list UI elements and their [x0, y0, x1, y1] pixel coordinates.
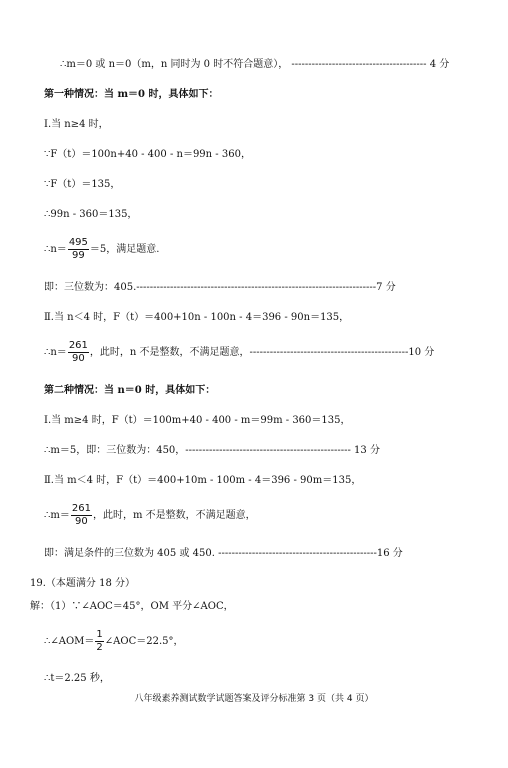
fraction-suffix: ，此时，m 不是整数，不满足题意，: [92, 510, 256, 521]
fraction-suffix: ，此时，n 不是整数，不满足题意，-----------------------------------------------10 分: [89, 347, 435, 358]
fraction-numerator: 261: [71, 503, 91, 514]
page-footer: 八年级素养测试数学试题答案及评分标准第 3 页（共 4 页）: [134, 694, 374, 704]
case-two-sub-i: Ⅰ.当 m≥4 时，F（t）＝100m+40 - 400 - m＝99m - 360＝135，: [44, 415, 351, 426]
fraction-prefix: ∴n＝: [44, 347, 67, 358]
fraction-denominator: 2: [96, 642, 103, 653]
fraction-numerator: 261: [68, 340, 88, 351]
fraction-denominator: 90: [71, 353, 85, 364]
case-two-sub-ii: Ⅱ.当 m＜4 时，F（t）＝400+10m - 100m - 4＝396 - 90m＝135，: [44, 475, 362, 486]
fraction: [95, 629, 103, 654]
equation-line: ∵F（t）＝100n+40 - 400 - n＝99n - 360，: [44, 149, 251, 160]
fraction-suffix: ∠AOC＝22.5°，: [104, 636, 184, 647]
fraction-prefix: ∴m＝: [44, 510, 70, 521]
result-line: ∴m＝5，即：三位数为：450，------------------------------------------------- 13 分: [44, 445, 380, 456]
fraction-numerator: 495: [68, 237, 88, 248]
fraction-denominator: 99: [71, 250, 85, 261]
conclusion-line: ∴m＝0 或 n＝0（m，n 同时为 0 时不符合题意）， ---------------------------------------- 4 分: [60, 59, 450, 70]
fraction-prefix: ∴∠AOM＝: [44, 636, 95, 647]
fraction-line: [44, 503, 256, 528]
case-two-heading: 第二种情况：当 n＝0 时，具体如下：: [44, 385, 216, 396]
question-heading: 19.（本题满分 18 分）: [30, 578, 135, 589]
case-one-heading: 第一种情况：当 m＝0 时，具体如下：: [44, 89, 219, 100]
solution-line: ∴t＝2.25 秒，: [44, 673, 110, 684]
fraction-prefix: ∴n＝: [44, 244, 67, 255]
result-line: 即：满足条件的三位数为 405 或 450. -----------------------------------------------16 分: [44, 548, 403, 559]
case-one-sub-ii: Ⅱ.当 n＜4 时，F（t）＝400+10n - 100n - 4＝396 - 90n＝135，: [44, 312, 350, 323]
equation-line: ∴99n - 360＝135，: [44, 209, 138, 220]
fraction: [68, 340, 89, 365]
solution-line: 解：（1）∵∠AOC＝45°，OM 平分∠AOC，: [30, 601, 234, 612]
fraction: [68, 237, 89, 262]
result-line: 即：三位数为：405.-----------------------------------------------------------------------7 分: [44, 282, 396, 293]
case-one-sub-i: Ⅰ.当 n≥4 时，: [44, 119, 109, 130]
fraction-line: [44, 340, 434, 365]
fraction-line: [44, 237, 159, 262]
fraction-denominator: 90: [75, 516, 88, 527]
fraction-line: [44, 629, 184, 654]
fraction: [71, 503, 92, 528]
equation-line: ∵F（t）＝135，: [44, 179, 121, 190]
fraction-numerator: 1: [96, 629, 103, 640]
fraction-suffix: ＝5，满足题意.: [89, 244, 160, 255]
